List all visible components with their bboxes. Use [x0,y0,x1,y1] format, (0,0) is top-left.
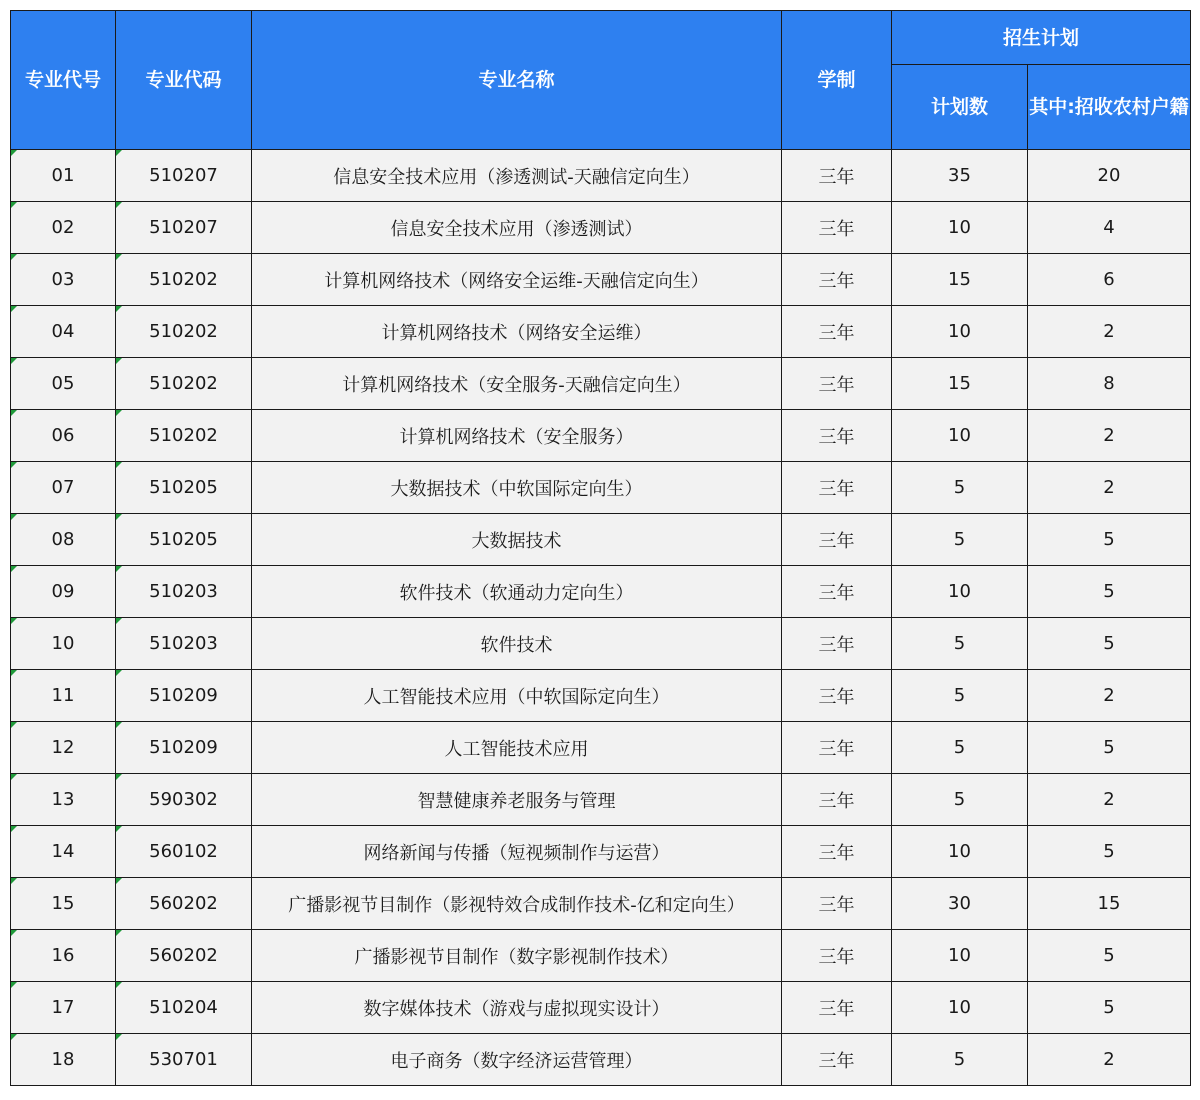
table-row [11,306,1191,358]
table-row [11,514,1191,566]
cell-seq: 05 [11,358,116,410]
cell-name: 软件技术 [252,618,782,670]
cell-code: 510205 [116,514,252,566]
cell-name: 信息安全技术应用（渗透测试） [252,202,782,254]
table-row [11,410,1191,462]
cell-years: 三年 [782,306,892,358]
cell-seq: 13 [11,774,116,826]
table-row [11,670,1191,722]
cell-years: 三年 [782,254,892,306]
cell-seq: 04 [11,306,116,358]
table-row [11,566,1191,618]
cell-rural: 5 [1028,982,1191,1034]
cell-name: 智慧健康养老服务与管理 [252,774,782,826]
cell-plan: 5 [892,774,1028,826]
header-name: 专业名称 [252,11,782,150]
header-seq: 专业代号 [11,11,116,150]
cell-code: 510207 [116,150,252,202]
cell-years: 三年 [782,514,892,566]
cell-rural: 5 [1028,826,1191,878]
cell-rural: 15 [1028,878,1191,930]
cell-name: 大数据技术（中软国际定向生） [252,462,782,514]
cell-name: 广播影视节目制作（数字影视制作技术） [252,930,782,982]
table-row [11,462,1191,514]
header-plan-count: 计划数 [892,65,1028,150]
cell-plan: 35 [892,150,1028,202]
table-body [11,150,1191,1086]
table-row [11,358,1191,410]
cell-rural: 5 [1028,514,1191,566]
cell-rural: 20 [1028,150,1191,202]
cell-plan: 10 [892,982,1028,1034]
cell-plan: 5 [892,722,1028,774]
header-years: 学制 [782,11,892,150]
cell-rural: 5 [1028,566,1191,618]
cell-years: 三年 [782,150,892,202]
cell-rural: 4 [1028,202,1191,254]
cell-rural: 2 [1028,670,1191,722]
cell-years: 三年 [782,618,892,670]
cell-code: 510204 [116,982,252,1034]
cell-code: 510209 [116,722,252,774]
cell-code: 510202 [116,410,252,462]
cell-name: 人工智能技术应用 [252,722,782,774]
cell-plan: 10 [892,410,1028,462]
cell-rural: 5 [1028,722,1191,774]
table-row [11,774,1191,826]
cell-rural: 2 [1028,1034,1191,1086]
cell-seq: 09 [11,566,116,618]
cell-seq: 16 [11,930,116,982]
cell-years: 三年 [782,670,892,722]
table-row [11,202,1191,254]
cell-name: 网络新闻与传播（短视频制作与运营） [252,826,782,878]
cell-name: 计算机网络技术（安全服务-天融信定向生） [252,358,782,410]
cell-name: 计算机网络技术（网络安全运维-天融信定向生） [252,254,782,306]
cell-code: 530701 [116,1034,252,1086]
cell-seq: 02 [11,202,116,254]
cell-seq: 06 [11,410,116,462]
cell-name: 计算机网络技术（安全服务） [252,410,782,462]
cell-seq: 01 [11,150,116,202]
header-code: 专业代码 [116,11,252,150]
cell-rural: 8 [1028,358,1191,410]
cell-plan: 5 [892,618,1028,670]
table-row [11,254,1191,306]
cell-years: 三年 [782,878,892,930]
cell-name: 广播影视节目制作（影视特效合成制作技术-亿和定向生） [252,878,782,930]
cell-name: 数字媒体技术（游戏与虚拟现实设计） [252,982,782,1034]
cell-rural: 5 [1028,618,1191,670]
cell-code: 510202 [116,254,252,306]
table-row [11,930,1191,982]
cell-years: 三年 [782,410,892,462]
cell-code: 510202 [116,358,252,410]
cell-seq: 10 [11,618,116,670]
cell-years: 三年 [782,1034,892,1086]
cell-code: 510202 [116,306,252,358]
cell-years: 三年 [782,358,892,410]
cell-seq: 08 [11,514,116,566]
cell-name: 电子商务（数字经济运营管理） [252,1034,782,1086]
cell-years: 三年 [782,462,892,514]
header-plan-group: 招生计划 [892,11,1191,65]
cell-plan: 5 [892,462,1028,514]
cell-name: 计算机网络技术（网络安全运维） [252,306,782,358]
cell-plan: 10 [892,826,1028,878]
cell-seq: 15 [11,878,116,930]
cell-years: 三年 [782,566,892,618]
cell-plan: 5 [892,670,1028,722]
cell-plan: 10 [892,930,1028,982]
cell-name: 信息安全技术应用（渗透测试-天融信定向生） [252,150,782,202]
cell-code: 560202 [116,878,252,930]
table-row [11,826,1191,878]
cell-seq: 11 [11,670,116,722]
cell-plan: 15 [892,254,1028,306]
table-row [11,982,1191,1034]
cell-plan: 10 [892,202,1028,254]
header-rural-count: 其中:招收农村户籍 [1028,65,1191,150]
table-row [11,1034,1191,1086]
cell-years: 三年 [782,826,892,878]
cell-name: 人工智能技术应用（中软国际定向生） [252,670,782,722]
cell-code: 510203 [116,618,252,670]
cell-code: 510209 [116,670,252,722]
cell-plan: 5 [892,514,1028,566]
cell-rural: 6 [1028,254,1191,306]
cell-years: 三年 [782,202,892,254]
cell-seq: 17 [11,982,116,1034]
table-row [11,722,1191,774]
cell-years: 三年 [782,930,892,982]
cell-rural: 2 [1028,410,1191,462]
cell-years: 三年 [782,774,892,826]
table-row [11,618,1191,670]
cell-rural: 2 [1028,462,1191,514]
cell-code: 560102 [116,826,252,878]
cell-seq: 07 [11,462,116,514]
cell-rural: 5 [1028,930,1191,982]
table-row [11,150,1191,202]
cell-name: 大数据技术 [252,514,782,566]
cell-plan: 30 [892,878,1028,930]
cell-seq: 12 [11,722,116,774]
cell-plan: 5 [892,1034,1028,1086]
cell-rural: 2 [1028,774,1191,826]
cell-code: 590302 [116,774,252,826]
cell-years: 三年 [782,982,892,1034]
cell-seq: 14 [11,826,116,878]
cell-code: 510205 [116,462,252,514]
cell-code: 510203 [116,566,252,618]
cell-years: 三年 [782,722,892,774]
cell-seq: 03 [11,254,116,306]
cell-name: 软件技术（软通动力定向生） [252,566,782,618]
cell-plan: 15 [892,358,1028,410]
table-row [11,878,1191,930]
cell-code: 560202 [116,930,252,982]
header-row-top [11,11,1191,65]
cell-rural: 2 [1028,306,1191,358]
enrollment-plan-table [10,10,1191,1086]
cell-seq: 18 [11,1034,116,1086]
cell-plan: 10 [892,566,1028,618]
cell-plan: 10 [892,306,1028,358]
cell-code: 510207 [116,202,252,254]
